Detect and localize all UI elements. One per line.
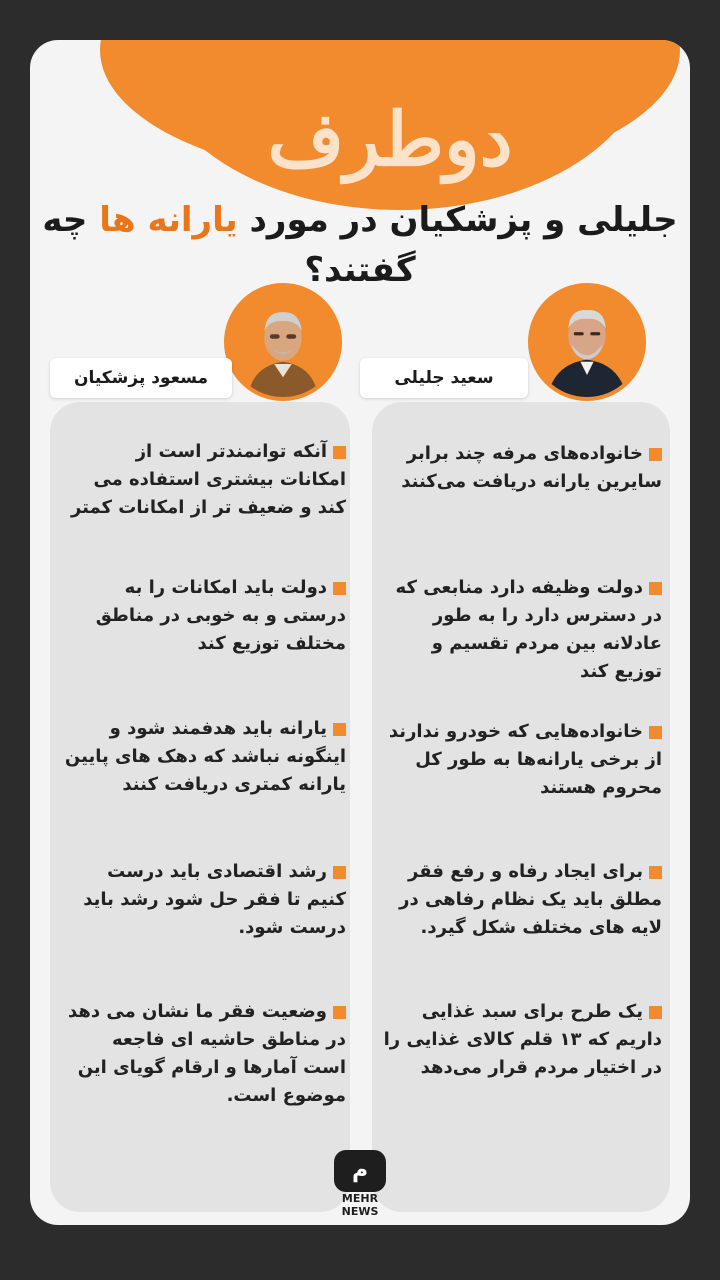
bullet-square-icon <box>333 866 346 879</box>
statement-text: خانواده‌های مرفه چند برابر سایرین یارانه دریافت می‌کنند <box>401 443 662 492</box>
bullet-square-icon <box>649 582 662 595</box>
statement-item <box>64 858 346 942</box>
column-jalili <box>372 402 670 1212</box>
statement-item <box>64 574 346 658</box>
bullet-square-icon <box>649 1006 662 1019</box>
statement-text: رشد اقتصادی باید درست کنیم تا فقر حل شود رشد باید درست شود. <box>83 861 346 938</box>
statement-text: آنکه توانمندتر است از امکانات بیشتری استفاده می کند و ضعیف تر از امکانات کمتر <box>70 441 346 518</box>
statement-item <box>380 998 662 1082</box>
infographic-card <box>30 40 690 1225</box>
statement-text: دولت باید امکانات را به درستی و به خوبی در مناطق مختلف توزیع کند <box>95 577 346 654</box>
bullet-square-icon <box>649 448 662 461</box>
bullet-square-icon <box>649 866 662 879</box>
statement-text: برای ایجاد رفاه و رفع فقر مطلق باید یک نظام رفاهی در لایه های مختلف شکل گیرد. <box>399 861 662 938</box>
statement-text: یارانه باید هدفمند شود و اینگونه نباشد که دهک های پایین یارانه کمتری دریافت کنند <box>64 718 346 795</box>
mehr-news-logo <box>330 1150 390 1225</box>
statement-text: یک طرح برای سبد غذایی داریم که ۱۳ قلم کالای غذایی را در اختیار مردم قرار می‌دهد <box>383 1001 662 1078</box>
statement-text: وضعیت فقر ما نشان می دهد در مناطق حاشیه ای فاجعه است آمارها و ارقام گویای این موضوع است. <box>68 1001 346 1106</box>
statement-item <box>380 858 662 942</box>
bullet-square-icon <box>333 582 346 595</box>
bullet-square-icon <box>333 1006 346 1019</box>
avatar-pezeshkian <box>224 283 342 401</box>
headline-part1: جلیلی و پزشکیان در مورد <box>237 200 678 240</box>
mehr-wordmark-line1: MEHR <box>341 1192 379 1205</box>
statement-item <box>64 715 346 799</box>
name-tag-pezeshkian: مسعود پزشکیان <box>50 358 232 398</box>
bullet-square-icon <box>649 726 662 739</box>
statement-item <box>380 718 662 802</box>
avatar-jalili <box>528 283 646 401</box>
headline-highlight: یارانه ها <box>99 200 238 240</box>
mehr-wordmark-line2: NEWS <box>341 1205 379 1218</box>
statement-text: خانواده‌هایی که خودرو ندارند از برخی یارانه‌ها به طور کل محروم هستند <box>388 721 662 798</box>
statement-text: دولت وظیفه دارد منابعی که در دسترس دارد را به طور عادلانه بین مردم تقسیم و توزیع کند <box>395 577 662 682</box>
bullet-square-icon <box>333 446 346 459</box>
statement-item <box>64 998 346 1110</box>
statement-item <box>380 440 662 496</box>
bullet-square-icon <box>333 723 346 736</box>
headline-part3: چه گفتند؟ <box>42 200 416 290</box>
statement-item <box>64 438 346 522</box>
statement-item <box>380 574 662 686</box>
name-tag-jalili: سعید جلیلی <box>360 358 528 398</box>
headline <box>30 195 690 295</box>
mehr-icon: م <box>334 1150 386 1192</box>
program-logo: دوطرف <box>267 97 513 183</box>
